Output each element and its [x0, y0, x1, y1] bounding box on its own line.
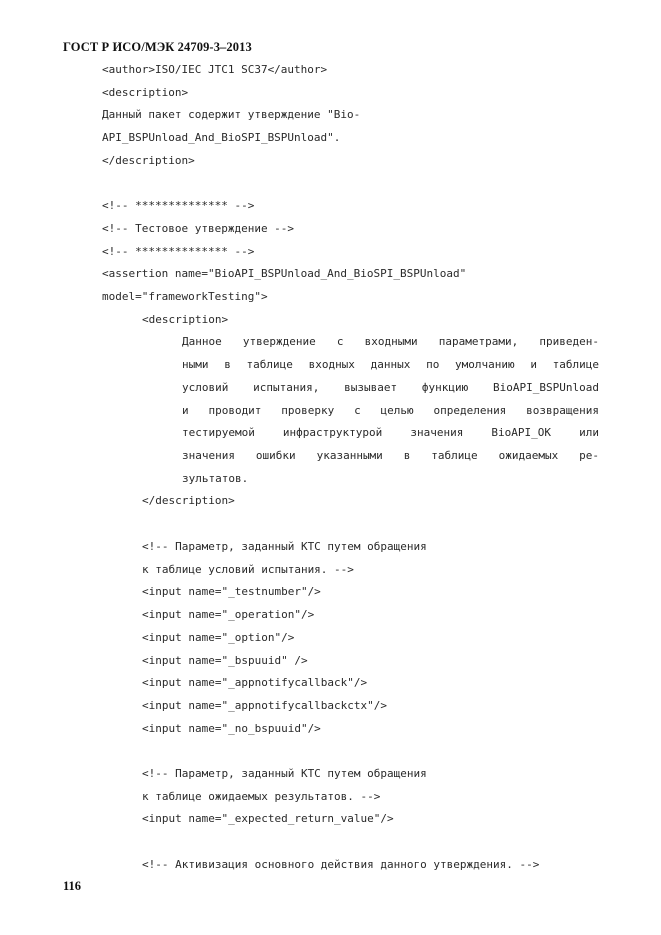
description-line: условий испытания, вызывает функцию BioAPI_BSPUnload [182, 380, 599, 394]
page-number: 116 [63, 879, 82, 893]
code-line-comment-param-1: <!-- Параметр, заданный КТС путем обращения [142, 540, 427, 553]
code-line-comment-activation: <!-- Активизация основного действия данного утверждения. --> [142, 857, 540, 871]
code-line-comment-param-1b: к таблице условий испытания. --> [142, 562, 354, 576]
document-header: ГОСТ Р ИСО/МЭК 24709-3–2013 [63, 40, 252, 54]
code-line-assertion-model: model="frameworkTesting"> [102, 290, 268, 303]
code-line-comment-test-assertion: <!-- Тестовое утверждение --> [102, 221, 295, 235]
code-line-description-open: <description> [102, 85, 189, 99]
code-line-input-operation: <input name="_operation"/> [142, 608, 315, 622]
code-line-inner-description-open: <description> [142, 312, 229, 326]
code-line-input-no-bspuuid: <input name="_no_bspuuid"/> [142, 721, 321, 735]
assertion-description-paragraph [182, 331, 599, 490]
code-line-input-appnotifycallback: <input name="_appnotifycallback"/> [142, 676, 368, 690]
code-line-comment-stars-2: <!-- ************** --> [102, 244, 255, 258]
code-line-assertion-open: <assertion name="BioAPI_BSPUnload_And_BioSPI_BSPUnload" [102, 267, 467, 281]
code-line-description-close: </description> [102, 153, 195, 167]
code-line-comment-param-2: <!-- Параметр, заданный КТС путем обращения [142, 767, 427, 780]
description-line: тестируемой инфраструктурой значения BioAPI_OK или [182, 426, 599, 440]
description-line: Данное утверждение с входными параметрами, приведен- [182, 335, 599, 349]
code-line-input-testnumber: <input name="_testnumber"/> [142, 585, 321, 599]
code-line-input-option: <input name="_option"/> [142, 630, 295, 644]
description-line: зультатов. [182, 471, 249, 485]
code-line-package-text-1: Данный пакет содержит утверждение "Bio- [102, 108, 361, 122]
code-line-inner-description-close: </description> [142, 494, 235, 507]
code-line-comment-param-2b: к таблице ожидаемых результатов. --> [142, 789, 381, 803]
description-line: и проводит проверку с целью определения возвращения [182, 403, 599, 417]
description-line: значения ошибки указанными в таблице ожидаемых ре- [182, 448, 599, 462]
code-line-comment-stars-1: <!-- ************** --> [102, 199, 255, 213]
code-line-input-expected-return-value: <input name="_expected_return_value"/> [142, 812, 394, 826]
code-line-package-text-2: API_BSPUnload_And_BioSPI_BSPUnload". [102, 131, 341, 145]
description-line: ными в таблице входных данных по умолчанию и таблице [182, 358, 599, 372]
code-line-author: <author>ISO/IEC JTC1 SC37</author> [102, 63, 328, 76]
code-line-input-appnotifycallbackctx: <input name="_appnotifycallbackctx"/> [142, 698, 388, 712]
code-line-input-bspuuid: <input name="_bspuuid" /> [142, 653, 308, 667]
